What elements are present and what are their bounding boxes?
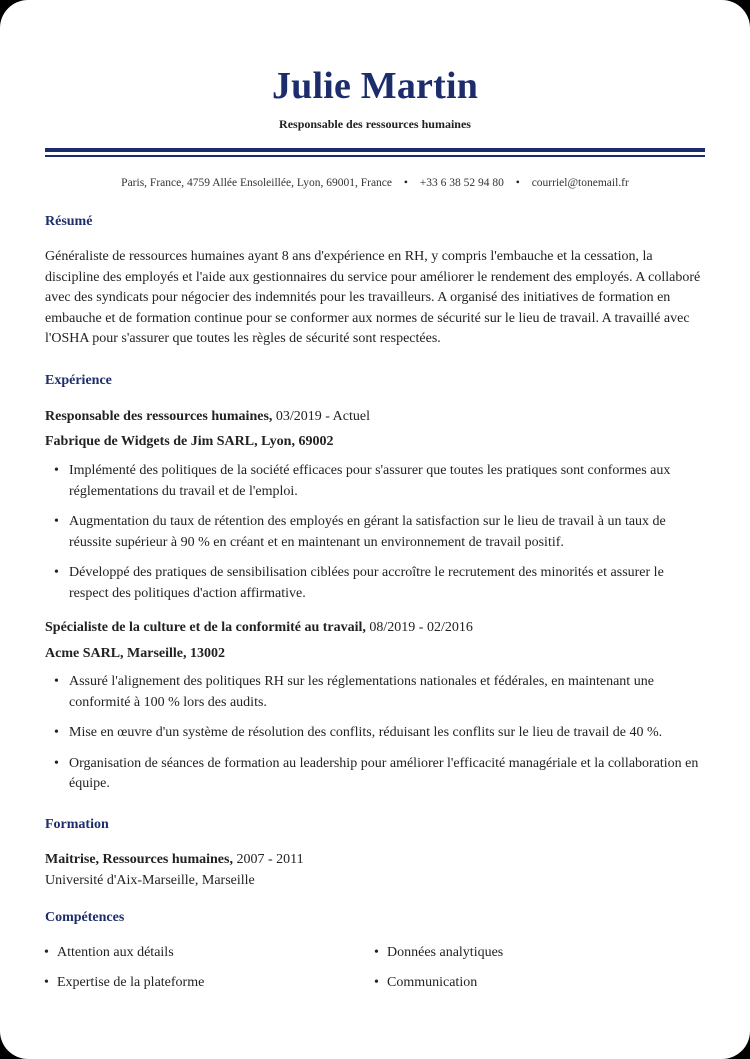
job-2-company: Acme SARL, Marseille, 13002 <box>45 646 226 661</box>
candidate-name: Julie Martin <box>271 65 479 107</box>
contact-email: courriel@tonemail.fr <box>531 177 629 189</box>
contact-phone: +33 6 38 52 94 80 <box>419 177 504 189</box>
education-school: Université d'Aix-Marseille, Marseille <box>45 873 255 888</box>
job-2-dates: 08/2019 - 02/2016 <box>369 620 473 635</box>
section-title-experience: Expérience <box>45 373 112 388</box>
education-dates: 2007 - 2011 <box>236 852 304 867</box>
education-degree: Maitrise, Ressources humaines, <box>45 852 233 867</box>
header-divider-thin <box>45 155 705 157</box>
separator-dot: • <box>515 177 520 189</box>
section-title-education: Formation <box>45 817 109 832</box>
section-title-skills: Compétences <box>45 910 125 925</box>
job-title: Responsable des ressources humaines <box>279 117 471 131</box>
summary-text: Généraliste de ressources humaines ayant 8 ans d'expérience en RH, y compris l'embauche et la cessation, la discipline des employés et l'aide aux gestionnaires du service pour améliorer le rendement des employés. A collaboré avec des syndicats pour négocier des indemnités pour les travailleurs. A organisé des initiatives de formation en embauche et de formation continue pour se conformer aux normes de sécurité sur le lieu de travail. A travaillé avec l'OSHA pour s'assurer que toutes les règles de sécurité sont respectées. <box>45 249 701 346</box>
header-divider-thick <box>45 148 705 152</box>
list-item: • Implémenté des politiques de la société efficaces pour s'assurer que toutes les pratiques sont conformes aux réglementations du travail et de l'emploi. <box>45 461 705 502</box>
job-1-dates: 03/2019 - Actuel <box>275 409 371 424</box>
skill-item: • Attention aux détails <box>44 945 174 961</box>
job-1-bullets <box>45 461 705 614</box>
job-2-bullets <box>45 672 705 805</box>
job-2-header <box>45 620 473 636</box>
contact-address: Paris, France, 4759 Allée Ensoleillée, Lyon, 69001, France <box>121 177 393 189</box>
skill-item: • Données analytiques <box>374 945 503 961</box>
education-entry <box>45 849 304 891</box>
section-title-summary: Résumé <box>45 214 93 229</box>
contact-line <box>0 177 750 189</box>
list-item: • Développé des pratiques de sensibilisation ciblées pour accroître le recrutement des minorités et assurer le respect des politiques d'action affirmative. <box>45 563 705 604</box>
separator-dot: • <box>403 177 408 189</box>
skill-item: • Expertise de la plateforme <box>44 975 204 991</box>
job-2-role: Spécialiste de la culture et de la conformité au travail, <box>45 620 366 635</box>
list-item: • Assuré l'alignement des politiques RH sur les réglementations nationales et fédérales, en maintenant une conformité à 100 % lors des audits. <box>45 672 705 713</box>
education-degree-line <box>45 849 304 870</box>
list-item: • Organisation de séances de formation au leadership pour améliorer l'efficacité managériale et la collaboration en équipe. <box>45 754 705 795</box>
job-1-company: Fabrique de Widgets de Jim SARL, Lyon, 69002 <box>45 434 334 449</box>
list-item: • Augmentation du taux de rétention des employés en gérant la satisfaction sur le lieu de travail à un taux de réussite supérieur à 90 % en créant et en maintenant un environnement de travail positif. <box>45 512 705 553</box>
job-1-role: Responsable des ressources humaines, <box>45 409 273 424</box>
list-item: • Mise en œuvre d'un système de résolution des conflits, réduisant les conflits sur le lieu de travail de 40 %. <box>45 723 705 744</box>
skill-item: • Communication <box>374 975 477 991</box>
job-1-header <box>45 409 370 425</box>
